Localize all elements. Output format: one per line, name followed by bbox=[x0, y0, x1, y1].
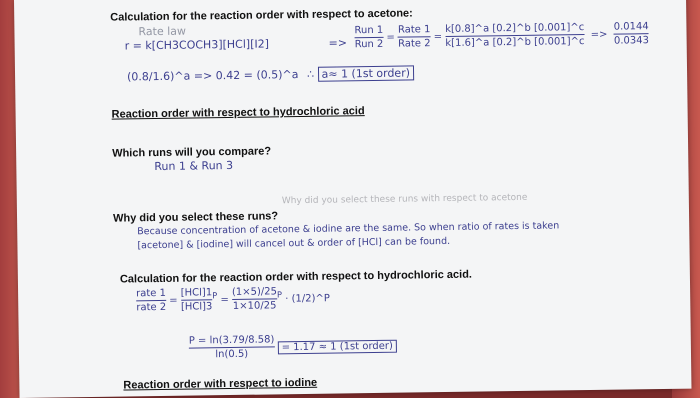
ratio-run2: Run 2 bbox=[354, 38, 384, 51]
implies-arrow-1: => bbox=[328, 36, 348, 50]
values-bottom: 1×10/25 bbox=[232, 300, 277, 312]
worksheet-paper bbox=[14, 0, 691, 398]
k-expression-top: k[0.8]^a [0.2]^b [0.001]^c bbox=[445, 22, 585, 35]
hcl-conc-top: [HCl]1 bbox=[180, 287, 213, 299]
acetone-calc-heading: Calculation for the reaction order with respect to acetone: bbox=[110, 7, 413, 24]
hcl-conc-bottom: [HCl]3 bbox=[180, 301, 213, 313]
runs-answer: Run 1 & Run 3 bbox=[154, 158, 234, 174]
values-top: (1×5)/25 bbox=[231, 286, 278, 298]
why-question: Why did you select these runs? bbox=[112, 210, 279, 225]
acetone-step: (0.8/1.6)^a => 0.42 = (0.5)^a bbox=[126, 68, 299, 84]
k-expression-bottom: k[1.6]^a [0.2]^b [0.001]^c bbox=[445, 36, 585, 49]
rate-law-expression: r = k[CH3COCH3][HCl][I2] bbox=[124, 37, 270, 53]
p-solution bbox=[189, 333, 397, 361]
half-power: (1/2)^P bbox=[291, 293, 331, 305]
ratio-runs: $\frac{\text{Run 1}}{\text{Run 2}}$ = $\frac{\text{Rate 1}}{\text{Rate 2}}$ = $\frac{k[0.8]\^{}a [0.2]\^{}b [0.001]\^{}c}{k[1.6]\^{}a [0.2]\^{}b [0.001]\^{}c}$ => $\frac{0.0144}{0.0343}$ bbox=[354, 21, 650, 51]
rate-law-label: Rate law bbox=[138, 24, 187, 39]
ratio-run1: Run 1 bbox=[354, 24, 384, 37]
p-expr-top: P = ln(3.79/8.58) bbox=[188, 334, 275, 347]
acetone-answer-box: ∴ a≈ 1 (1st order) bbox=[307, 66, 414, 80]
exponent-p-1: P bbox=[212, 290, 218, 301]
p-expr-bottom: ln(0.5) bbox=[215, 348, 249, 361]
result-bottom: 0.0343 bbox=[613, 35, 650, 47]
rate1-label: rate 1 bbox=[136, 287, 167, 300]
runs-question: Which runs will you compare? bbox=[112, 145, 272, 160]
ratio-rate2: Rate 2 bbox=[398, 38, 431, 50]
ratio-rate1: Rate 1 bbox=[397, 24, 431, 36]
hcl-order-heading: Reaction order with respect to hydrochloric acid bbox=[111, 105, 365, 121]
result-top: 0.0144 bbox=[613, 21, 649, 33]
rate2-label: rate 2 bbox=[136, 301, 167, 314]
p-result: = 1.17 ≈ 1 (1st order) bbox=[278, 339, 397, 354]
hcl-calc-heading: Calculation for the reaction order with respect to hydrochloric acid. bbox=[119, 268, 473, 286]
hcl-ratio-equation: $\frac{\text{rate 1}}{\text{rate 2}}$ = $\frac{\text{[HCl]1}}{\text{[HCl]3}}$ $^P$ = $\frac{(1\times 5)/25}{1\times 10/25}$ $^P$ · (1/2)^P bbox=[136, 286, 331, 314]
why-answer-line1: Because concentration of acetone & iodine are the same. So when ratio of rates is taken bbox=[137, 220, 560, 238]
ghost-bleed-text: Why did you select these runs with respect to acetone bbox=[281, 192, 528, 207]
exponent-p-2: P bbox=[276, 289, 283, 300]
iodine-order-heading: Reaction order with respect to iodine bbox=[123, 376, 318, 392]
acetone-answer: a≈ 1 (1st order) bbox=[317, 65, 414, 81]
why-answer-line2: [acetone] & [iodine] will cancel out & order of [HCl] can be found. bbox=[137, 235, 451, 252]
